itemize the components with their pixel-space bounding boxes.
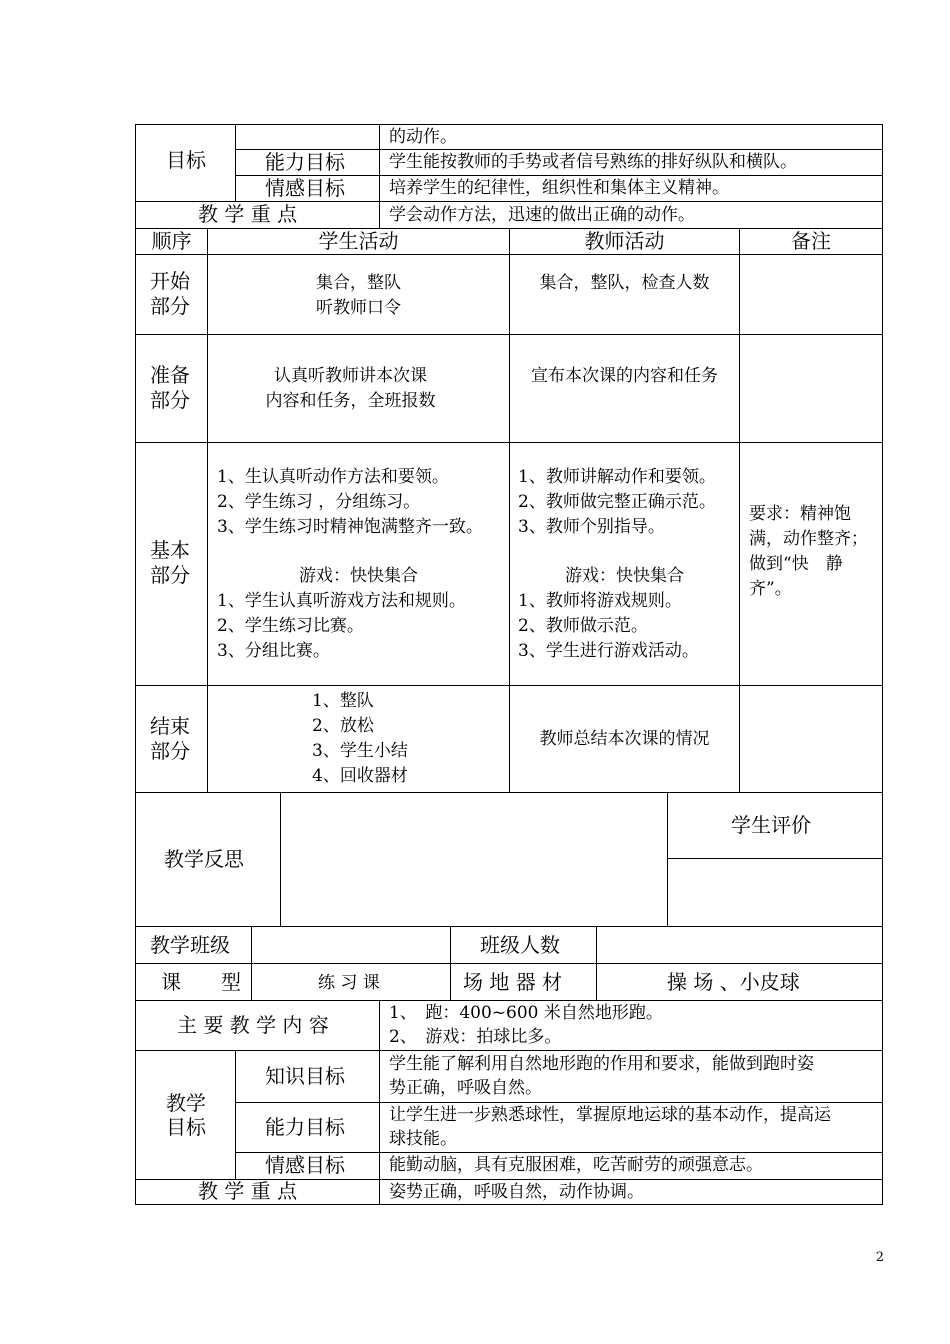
class-value-cell bbox=[251, 926, 451, 964]
type-value-cell bbox=[251, 963, 451, 1001]
header-note-text: 备注 bbox=[791, 229, 831, 253]
content-value-cell bbox=[379, 1000, 883, 1051]
basic-label-line1: 基本 bbox=[150, 538, 190, 562]
prepare-student-cell bbox=[207, 334, 510, 443]
page-number: 2 bbox=[875, 1250, 884, 1265]
basic-teacher-game-title: 游戏：快快集合 bbox=[565, 566, 684, 586]
end-teacher-cell bbox=[509, 685, 740, 793]
emotion-label-cell bbox=[235, 175, 380, 202]
basic-label-cell bbox=[135, 442, 208, 686]
knowledge-text-cell bbox=[379, 1050, 883, 1103]
focus2-label-cell bbox=[135, 1179, 380, 1205]
header-teacher bbox=[509, 228, 740, 255]
basic-student-line2: 2、学生练习 ，分组练习。 bbox=[217, 492, 421, 512]
header-note bbox=[739, 228, 883, 255]
prepare-note-cell bbox=[739, 334, 883, 443]
basic-note-line4: 齐”。 bbox=[749, 579, 792, 599]
end-label-line2: 部分 bbox=[150, 739, 190, 763]
reflection-label-cell bbox=[135, 792, 281, 927]
class-label-cell bbox=[135, 926, 252, 964]
goals2-section-line2: 目标 bbox=[166, 1115, 206, 1139]
goals-cont-text: 的动作。 bbox=[389, 127, 457, 147]
basic-note-line1: 要求：精神饱 bbox=[749, 504, 851, 524]
emotion2-text: 能勤动脑，具有克服困难，吃苦耐劳的顽强意志。 bbox=[389, 1155, 763, 1175]
equipment-label: 场 地 器 材 bbox=[463, 970, 563, 994]
basic-teacher-game-line2: 2、教师做示范。 bbox=[518, 616, 648, 636]
basic-student-game-line2: 2、学生练习比赛。 bbox=[217, 616, 364, 636]
basic-student-line1: 1、生认真听动作方法和要领。 bbox=[217, 467, 449, 487]
end-student-line1: 1、整队 bbox=[312, 691, 374, 711]
header-order-text: 顺序 bbox=[151, 229, 192, 253]
start-student-line2: 听教师口令 bbox=[316, 298, 401, 318]
header-teacher-text: 教师活动 bbox=[584, 229, 665, 253]
ability2-label-cell bbox=[235, 1102, 380, 1153]
basic-teacher-game-line1: 1、教师将游戏规则。 bbox=[518, 591, 682, 611]
start-teacher-cell bbox=[509, 254, 740, 335]
focus-label-cell bbox=[135, 201, 380, 229]
ability-label-cell bbox=[235, 149, 380, 176]
start-student-cell bbox=[207, 254, 510, 335]
equipment-value: 操 场 、小皮球 bbox=[667, 970, 800, 994]
emotion-text-cell bbox=[379, 175, 883, 202]
content-line2: 2、 游戏：拍球比多。 bbox=[389, 1027, 562, 1047]
header-order bbox=[135, 228, 208, 255]
goals-cont-blank bbox=[235, 124, 380, 150]
basic-teacher-line2: 2、教师做完整正确示范。 bbox=[518, 492, 716, 512]
emotion2-label-cell bbox=[235, 1152, 380, 1180]
end-student-line4: 4、回收器材 bbox=[312, 766, 408, 786]
end-note-cell bbox=[739, 685, 883, 793]
evaluation-content-cell bbox=[667, 858, 883, 927]
focus2-label: 教 学 重 点 bbox=[198, 1179, 298, 1203]
basic-note-cell bbox=[739, 442, 883, 686]
start-teacher-line1: 集合，整队，检查人数 bbox=[539, 273, 710, 293]
ability-label: 能力目标 bbox=[265, 150, 345, 174]
prepare-teacher-line1: 宣布本次课的内容和任务 bbox=[531, 366, 718, 386]
content-label: 主 要 教 学 内 容 bbox=[177, 1013, 329, 1037]
reflection-label: 教学反思 bbox=[164, 847, 244, 871]
basic-student-game-line1: 1、学生认真听游戏方法和规则。 bbox=[217, 591, 466, 611]
goals-cont-cell bbox=[379, 124, 883, 150]
prepare-label-cell bbox=[135, 334, 208, 443]
start-label-cell bbox=[135, 254, 208, 335]
basic-note-line3: 做到“快 静 bbox=[749, 554, 843, 574]
start-label-line1: 开始 bbox=[150, 269, 190, 293]
focus-text: 学会动作方法，迅速的做出正确的动作。 bbox=[389, 205, 695, 225]
type-label: 课 型 bbox=[161, 970, 241, 994]
reflection-content-cell bbox=[280, 792, 668, 927]
basic-teacher-game-line3: 3、学生进行游戏活动。 bbox=[518, 641, 699, 661]
end-label-cell bbox=[135, 685, 208, 793]
start-note-cell bbox=[739, 254, 883, 335]
type-value: 练 习 课 bbox=[318, 973, 380, 993]
goals-section-cell bbox=[135, 124, 236, 202]
ability2-label: 能力目标 bbox=[265, 1115, 345, 1139]
emotion-label: 情感目标 bbox=[265, 176, 345, 200]
knowledge-label: 知识目标 bbox=[265, 1064, 345, 1088]
count-label-cell bbox=[450, 926, 597, 964]
focus2-text: 姿势正确，呼吸自然，动作协调。 bbox=[389, 1182, 644, 1202]
ability2-text-cell bbox=[379, 1102, 883, 1153]
focus-text-cell bbox=[379, 201, 883, 229]
basic-student-cell bbox=[207, 442, 510, 686]
content-label-cell bbox=[135, 1000, 380, 1051]
basic-note-line2: 满，动作整齐； bbox=[749, 529, 868, 549]
basic-student-line3: 3、学生练习时精神饱满整齐一致。 bbox=[217, 517, 483, 537]
end-student-line3: 3、学生小结 bbox=[312, 741, 408, 761]
ability-text: 学生能按教师的手势或者信号熟练的排好纵队和横队。 bbox=[389, 152, 797, 172]
prepare-student-line2: 内容和任务，全班报数 bbox=[265, 391, 436, 411]
end-teacher-line1: 教师总结本次课的情况 bbox=[539, 729, 710, 749]
prepare-label-line1: 准备 bbox=[150, 363, 190, 387]
equipment-label-cell bbox=[450, 963, 597, 1001]
goals-section-label: 目标 bbox=[166, 148, 206, 172]
emotion-text: 培养学生的纪律性，组织性和集体主义精神。 bbox=[389, 178, 729, 198]
evaluation-label-cell bbox=[667, 792, 883, 859]
class-label: 教学班级 bbox=[150, 933, 230, 957]
count-label: 班级人数 bbox=[480, 933, 560, 957]
basic-student-game-line3: 3、分组比赛。 bbox=[217, 641, 330, 661]
count-value-cell bbox=[596, 926, 883, 964]
focus-label: 教 学 重 点 bbox=[198, 202, 298, 226]
emotion2-text-cell bbox=[379, 1152, 883, 1180]
focus2-text-cell bbox=[379, 1179, 883, 1205]
basic-label-line2: 部分 bbox=[150, 563, 190, 587]
evaluation-label: 学生评价 bbox=[731, 813, 811, 837]
goals2-section-line1: 教学 bbox=[166, 1091, 206, 1115]
ability-text-cell bbox=[379, 149, 883, 176]
content-line1: 1、 跑：400~600 米自然地形跑。 bbox=[389, 1003, 663, 1023]
end-student-cell bbox=[207, 685, 510, 793]
basic-teacher-cell bbox=[509, 442, 740, 686]
start-label-line2: 部分 bbox=[150, 294, 190, 318]
end-student-line2: 2、放松 bbox=[312, 716, 374, 736]
goals2-section-cell bbox=[135, 1050, 236, 1180]
basic-teacher-line1: 1、教师讲解动作和要领。 bbox=[518, 467, 716, 487]
knowledge-line1: 学生能了解利用自然地形跑的作用和要求，能做到跑时姿 bbox=[389, 1054, 814, 1074]
prepare-teacher-cell bbox=[509, 334, 740, 443]
prepare-student-line1: 认真听教师讲本次课 bbox=[274, 366, 427, 386]
header-student-text: 学生活动 bbox=[318, 229, 399, 253]
equipment-value-cell bbox=[596, 963, 883, 1001]
ability2-line2: 球技能。 bbox=[389, 1129, 457, 1149]
emotion2-label: 情感目标 bbox=[265, 1153, 345, 1177]
type-label-cell bbox=[135, 963, 252, 1001]
header-student bbox=[207, 228, 510, 255]
ability2-line1: 让学生进一步熟悉球性，掌握原地运球的基本动作，提高运 bbox=[389, 1105, 831, 1125]
knowledge-label-cell bbox=[235, 1050, 380, 1103]
basic-student-game-title: 游戏：快快集合 bbox=[299, 566, 418, 586]
knowledge-line2: 势正确，呼吸自然。 bbox=[389, 1078, 542, 1098]
start-student-line1: 集合，整队 bbox=[316, 273, 401, 293]
basic-teacher-line3: 3、教师个别指导。 bbox=[518, 517, 665, 537]
end-label-line1: 结束 bbox=[150, 714, 190, 738]
prepare-label-line2: 部分 bbox=[150, 388, 190, 412]
